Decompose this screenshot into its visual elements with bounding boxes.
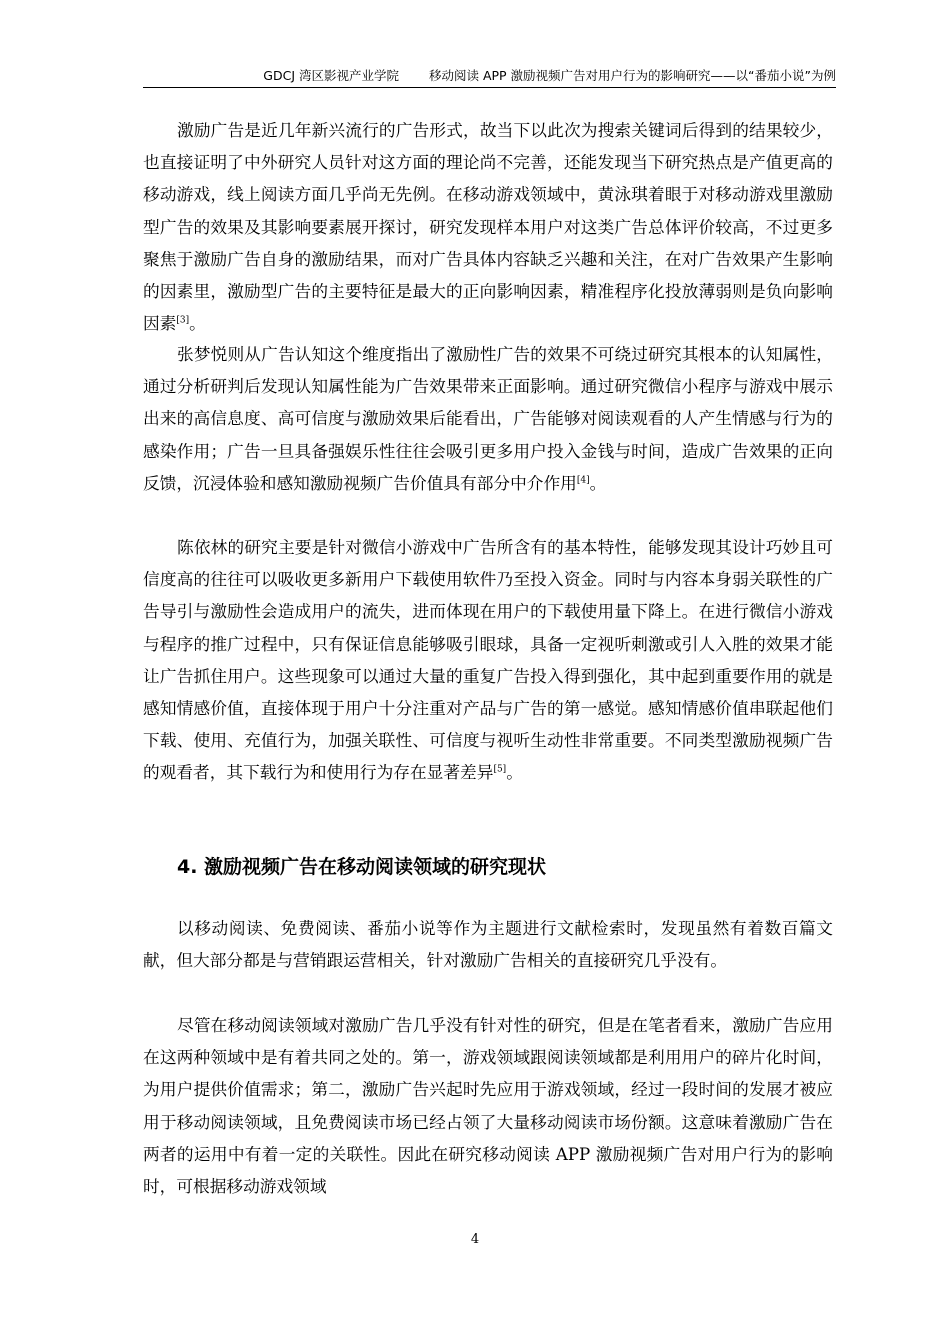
citation-3: [3]: [176, 315, 190, 326]
body-paragraph-1: 激励广告是近几年新兴流行的广告形式，故当下以此次为搜索关键词后得到的结果较少，也直接证明了中外研究人员针对这方面的理论尚不完善，还能发现当下研究热点是产值更高的移动游戏，线上阅读方面几乎尚无先例。在移动游戏领域中，黄泳琪着眼于对移动游戏里激励型广告的效果及其影响要素展开探讨，研究发现样本用户对这类广告总体评价较高，不过更多聚焦于激励广告自身的激励结果，而对广告具体内容缺乏兴趣和关注，在对广告效果产生影响的因素里，激励型广告的主要特征是最大的正向影响因素，精准程序化投放薄弱则是负向影响因素[3]。: [143, 120, 833, 334]
header-institution: GDCJ 湾区影视产业学院: [263, 68, 399, 83]
running-header: [143, 66, 836, 86]
body-paragraph-3: 陈依林的研究主要是针对微信小游戏中广告所含有的基本特性，能够发现其设计巧妙且可信度高的往往可以吸收更多新用户下载使用软件乃至投入资金。同时与内容本身弱关联性的广告导引与激励性会造成用户的流失，进而体现在用户的下载使用量下降上。在进行微信小游戏与程序的推广过程中，只有保证信息能够吸引眼球，具备一定视听刺激或引人入胜的效果才能让广告抓住用户。这些现象可以通过大量的重复广告投入得到强化，其中起到重要作用的就是感知情感价值，直接体现于用户十分注重对产品与广告的第一感觉。感知情感价值串联起他们下载、使用、充值行为，加强关联性、可信度与视听生动性非常重要。不同类型激励视频广告的观看者，其下载行为和使用行为存在显著差异[5]。: [143, 537, 833, 783]
header-rule: [143, 87, 836, 88]
section-paragraph-2: 尽管在移动阅读领域对激励广告几乎没有针对性的研究，但是在笔者看来，激励广告应用在这两种领域中是有着共同之处的。第一，游戏领域跟阅读领域都是利用用户的碎片化时间，为用户提供价值需求；第二，激励广告兴起时先应用于游戏领域，经过一段时间的发展才被应用于移动阅读领域，且免费阅读市场已经占领了大量移动阅读市场份额。这意味着激励广告在两者的运用中有着一定的关联性。因此在研究移动阅读 APP 激励视频广告对用户行为的影响时，可根据移动游戏领域: [143, 1015, 833, 1197]
header-paper-title: 移动阅读 APP 激励视频广告对用户行为的影响研究——以“番茄小说”为例: [428, 68, 836, 83]
citation-5: [5]: [493, 764, 507, 775]
section-paragraph-1: 以移动阅读、免费阅读、番茄小说等作为主题进行文献检索时，发现虽然有着数百篇文献，但大部分都是与营销跟运营相关，针对激励广告相关的直接研究几乎没有。: [143, 918, 833, 971]
section-heading: 4. 激励视频广告在移动阅读领域的研究现状: [177, 856, 547, 878]
body-paragraph-2: 张梦悦则从广告认知这个维度指出了激励性广告的效果不可绕过研究其根本的认知属性，通过分析研判后发现认知属性能为广告效果带来正面影响。通过研究微信小程序与游戏中展示出来的高信息度、高可信度与激励效果后能看出，广告能够对阅读观看的人产生情感与行为的感染作用；广告一旦具备强娱乐性往往会吸引更多用户投入金钱与时间，造成广告效果的正向反馈，沉浸体验和感知激励视频广告价值具有部分中介作用[4]。: [143, 344, 833, 493]
citation-4: [4]: [576, 475, 590, 486]
page-number: 4: [470, 1232, 480, 1247]
